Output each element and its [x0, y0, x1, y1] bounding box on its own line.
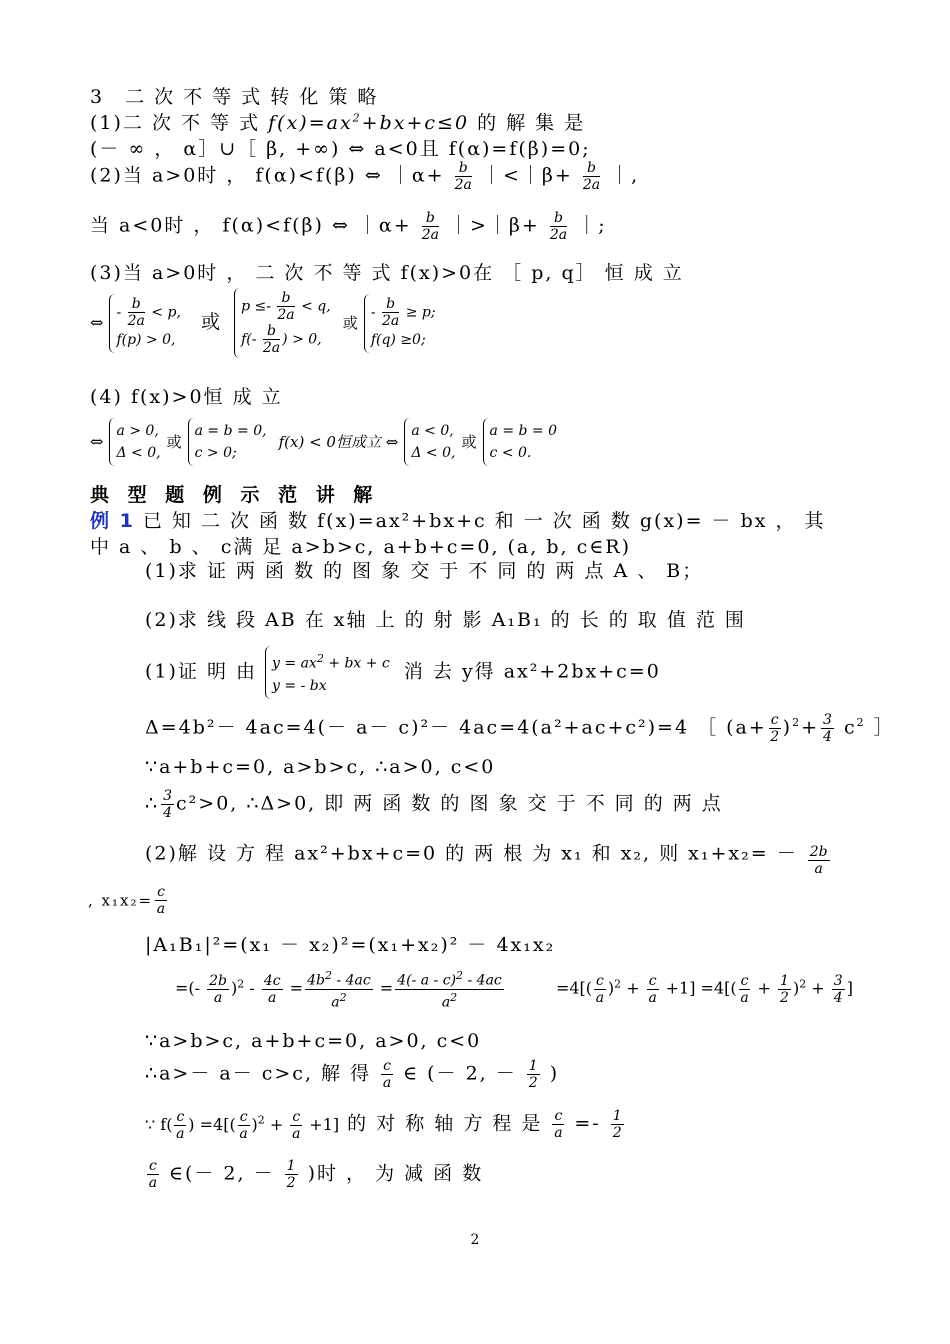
or-label: 或: [166, 433, 182, 451]
system-6: a < 0, Δ < 0,: [404, 418, 461, 466]
or-label: 或: [342, 314, 358, 332]
statement-line-2: 中 a 、 b 、 c满 足 a>b>c, a+b+c=0, (a, b, c∈R): [90, 536, 632, 558]
system-3: - $\frac{b}{2a}$ ≥ p; f(q) ≥0;: [364, 294, 442, 353]
range-text: ∈ (－ 2, －: [403, 1062, 517, 1085]
system-2: p ≤- $\frac{b}{2a}$ < q, f(- $\frac{b}{2a}$ ) > 0,: [234, 288, 337, 358]
last-line: $\frac{c}{a}$ ∈(－ 2, － $\frac{1}{2}$ )时 ， 为 减 函 数: [148, 1158, 484, 1191]
item-4-line: (4) f(x)>0恒 成 立: [90, 386, 283, 408]
proof-1-prefix: (1)证 明 由: [145, 660, 257, 683]
fraction-b-2a: $\frac{b}{2a}$: [421, 210, 439, 243]
system-4: a > 0, Δ < 0,: [109, 418, 166, 466]
system-5: a = b = 0, c > 0;: [188, 418, 273, 466]
fraction-b-2a: $\frac{b}{2a}$: [549, 210, 568, 243]
examples-heading: 典 型 题 例 示 范 讲 解: [90, 484, 379, 506]
item-2-mid: ｜<｜β+: [481, 164, 573, 187]
item-2-line: [90, 160, 639, 193]
delta-line: Δ=4b²－ 4ac=4(－ a－ c)²－ 4ac=4(a²+ac+c²)=4 ［ (a+ $\frac{c}{2}$ )$^2$+ $\frac{3}{4}$ $c^2$ ］: [145, 712, 895, 745]
ab-squared: |A₁B₁|²=(x₁ － x₂)²=(x₁+x₂)² － 4x₁x₂: [145, 934, 556, 956]
example-label: 例 1: [90, 510, 135, 532]
item-3-systems: ⇔ - $\frac{b}{2a}$ < p, f(p) > 0, 或 p ≤- $\frac{b}{2a}$ < q, f(- $\frac{b}{2a}$ ) > 0, 或 - $\frac{b}{2a}$ ≥ p; f(q) ≥0;: [90, 288, 442, 358]
item-3-line: (3)当 a>0时 ， 二 次 不 等 式 f(x)>0在 ［ p, q］ 恒 成 立: [90, 262, 684, 284]
or-label: 或: [201, 311, 221, 333]
system-7: a = b = 0 c < 0.: [483, 418, 563, 466]
statement-line-1: 已 知 二 次 函 数 f(x)=ax²+bx+c 和 一 次 函 数 g(x)= － bx ， 其: [142, 510, 826, 532]
last-range: ∈(－ 2, －: [168, 1162, 275, 1185]
item-1-solution: (－ ∞ ， α］∪［ β, +∞) ⇔ a<0且 f(α)=f(β)=0;: [90, 138, 591, 160]
question-1: (1)求 证 两 函 数 的 图 象 交 于 不 同 的 两 点 A 、 B；: [145, 560, 704, 582]
equation-system: $y = ax^2$ + bx + c y = - bx: [265, 646, 396, 699]
item-1-line: [90, 108, 585, 135]
item-2b-text: 当 a<0时 ， f(α)<f(β) ⇔ ｜α+: [90, 214, 412, 237]
item-1-prefix: (1)二 次 不 等 式: [90, 112, 261, 134]
therefore-1-text: c²>0, ∴Δ>0, 即 两 函 数 的 图 象 交 于 不 同 的 两 点: [176, 792, 723, 815]
therefore-1-line: ∴ $\frac{3}{4}$ c²>0, ∴Δ>0, 即 两 函 数 的 图 象 交 于 不 同 的 两 点: [145, 788, 723, 821]
always-holds: f(x) < 0恒成立 ⇔: [278, 433, 399, 451]
or-label: 或: [461, 433, 477, 451]
question-2: (2)求 线 段 AB 在 x轴 上 的 射 影 A₁B₁ 的 长 的 取 值 范 围: [145, 609, 746, 631]
expansion-line: =(- $\frac{2b}{a}$ )$^2$ - $\frac{4c}{a}$ = $\frac{4b^2 - 4ac}{a^2}$ = $\frac{4(- a - c)^2 - 4ac}{a^2}$ =4[( $\frac{c}{a}$ )$^2$ + $\frac{c}{a}$ +1] =4[( $\frac{c}{a}$ + $\frac{1}{2}$ )$^2$ + $\frac{3}{4}$ ]: [175, 969, 853, 1011]
fraction-b-2a: $\frac{b}{2a}$: [582, 160, 601, 193]
therefore-2-line: ∴a>－ a－ c>c, 解 得 $\frac{c}{a}$ ∈ (－ 2, － $\frac{1}{2}$ ): [145, 1058, 560, 1091]
item-2b-mid: ｜>｜β+: [449, 214, 540, 237]
last-text: )时 ， 为 减 函 数: [307, 1162, 484, 1185]
quadratic-inequality: $f(x)=ax^2+bx+c\le 0$: [268, 111, 470, 134]
item-1-suffix: 的 解 集 是: [477, 112, 586, 134]
axis-text: 的 对 称 轴 方 程 是: [347, 1112, 543, 1135]
axis-line: ∵ f( $\frac{c}{a}$ ) =4[( $\frac{c}{a}$ )$^2$ + $\frac{c}{a}$ +1] 的 对 称 轴 方 程 是 $\frac{c}{a}$ =- $\frac{1}{2}$: [145, 1108, 622, 1142]
item-2-text: (2)当 a>0时 ， f(α)<f(β) ⇔ ｜α+: [90, 164, 445, 187]
proof-1-line: [145, 646, 661, 699]
item-2-end: ｜,: [610, 164, 640, 187]
item-2b-end: ｜;: [577, 214, 607, 237]
fraction-b-2a: $\frac{b}{2a}$: [454, 160, 472, 193]
item-2b-line: [90, 210, 607, 243]
proof-2-line: (2)解 设 方 程 ax²+bx+c=0 的 两 根 为 x₁ 和 x₂, 则 x₁+x₂= － $\frac{2b}{a}$: [145, 842, 828, 877]
item-4-systems: ⇔ a > 0, Δ < 0, 或 a = b = 0, c > 0; f(x) < 0恒成立 ⇔ a < 0, Δ < 0, 或 a = b = 0 c < 0.: [90, 418, 563, 466]
example-1-statement: [90, 506, 826, 533]
section-title: 3 二 次 不 等 式 转 化 策 略: [90, 86, 379, 108]
product-line: , x₁x₂= $\frac{c}{a}$: [88, 884, 166, 917]
proof-1-suffix: 消 去 y得 ax²+2bx+c=0: [403, 660, 661, 683]
range-end: ): [549, 1062, 560, 1085]
because-2: ∵a>b>c, a+b+c=0, a>0, c<0: [145, 1030, 482, 1052]
delta-text: Δ=4b²－ 4ac=4(－ a－ c)²－ 4ac=4(a²+ac+c²)=4 ［ (a+: [145, 716, 767, 739]
proof-2-text: (2)解 设 方 程 ax²+bx+c=0 的 两 根 为 x₁ 和 x₂, 则 x₁+x₂= －: [145, 842, 798, 865]
page-number: 2: [470, 1232, 480, 1248]
product-text: , x₁x₂=: [88, 891, 154, 910]
because-1: ∵a+b+c=0, a>b>c, ∴a>0, c<0: [145, 756, 496, 778]
system-1: - $\frac{b}{2a}$ < p, f(p) > 0,: [109, 294, 187, 353]
therefore-2-text: ∴a>－ a－ c>c, 解 得: [145, 1062, 372, 1085]
